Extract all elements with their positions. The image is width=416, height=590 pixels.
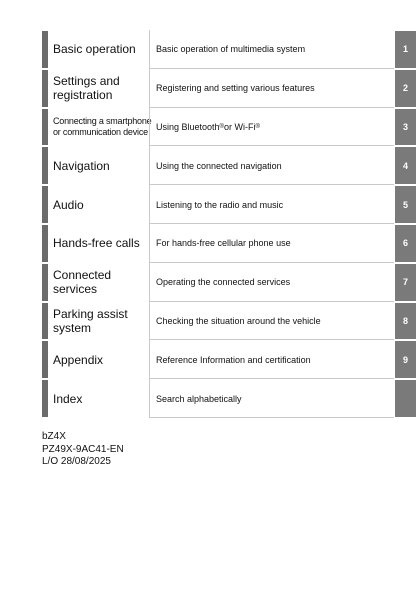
- chapter-description: For hands-free cellular phone use: [149, 224, 393, 263]
- chapter-tab[interactable]: 2: [395, 70, 416, 107]
- chapter-tab[interactable]: 7: [395, 264, 416, 301]
- chapter-tab[interactable]: 1: [395, 31, 416, 68]
- model-name: bZ4X: [42, 431, 66, 442]
- chapter-title: Basic operation: [53, 42, 136, 57]
- document-footer: [42, 431, 124, 469]
- chapter-description: Basic operation of multimedia system: [149, 30, 393, 69]
- chapter-tab[interactable]: 4: [395, 147, 416, 184]
- chapter-tab[interactable]: [395, 380, 416, 417]
- toc-row-4[interactable]: [42, 146, 416, 185]
- layout-date: L/O 28/08/2025: [42, 456, 111, 467]
- chapter-tab[interactable]: 8: [395, 303, 416, 340]
- chapter-description: Search alphabetically: [149, 379, 393, 418]
- chapter-title: Connected services: [53, 268, 112, 297]
- toc-row-9[interactable]: [42, 340, 416, 379]
- desc-text: Using Bluetooth: [156, 121, 220, 132]
- chapter-description: Listening to the radio and music: [149, 185, 393, 224]
- chapter-title: Audio: [53, 197, 84, 212]
- toc-row-1[interactable]: [42, 30, 416, 69]
- chapter-title: Hands-free calls: [53, 236, 140, 251]
- table-of-contents: [42, 30, 416, 418]
- chapter-description: Using the connected navigation: [149, 146, 393, 185]
- chapter-description: Operating the connected services: [149, 263, 393, 302]
- row-divider: [149, 417, 394, 418]
- toc-row-5[interactable]: [42, 185, 416, 224]
- toc-row-8[interactable]: [42, 302, 416, 341]
- chapter-title: Appendix: [53, 352, 104, 367]
- chapter-tab[interactable]: 6: [395, 225, 416, 262]
- desc-text: or Wi-Fi: [223, 121, 256, 132]
- chapter-title: Navigation: [53, 158, 110, 173]
- chapter-description: Reference Information and certification: [149, 340, 393, 379]
- document-code: PZ49X-9AC41-EN: [42, 443, 124, 455]
- chapter-tab[interactable]: 3: [395, 109, 416, 146]
- toc-row-7[interactable]: [42, 263, 416, 302]
- chapter-description: Registering and setting various features: [149, 69, 393, 108]
- toc-row-3[interactable]: [42, 108, 416, 147]
- chapter-description: Using Bluetooth ® or Wi-Fi ®: [149, 108, 393, 147]
- toc-row-6[interactable]: [42, 224, 416, 263]
- chapter-description: Checking the situation around the vehicle: [149, 302, 393, 341]
- chapter-tab[interactable]: 5: [395, 186, 416, 223]
- chapter-title: Index: [53, 391, 83, 406]
- chapter-tab[interactable]: 9: [395, 341, 416, 378]
- toc-row-index[interactable]: [42, 379, 416, 418]
- toc-row-2[interactable]: [42, 69, 416, 108]
- chapter-title: Parking assist system: [53, 306, 128, 335]
- chapter-title: Settings and registration: [53, 74, 120, 103]
- chapter-title: Connecting a smartphone or communication device: [53, 115, 152, 137]
